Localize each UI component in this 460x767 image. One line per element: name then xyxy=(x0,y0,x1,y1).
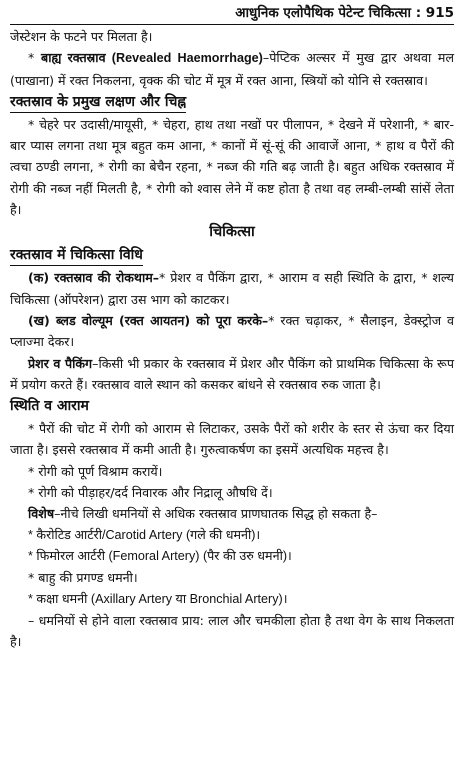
pressure-packing-text: –किसी भी प्रकार के रक्तस्राव में प्रेशर और पैकिंग को प्राथमिक चिकित्सा के रूप में प्रयोग करते हैं। रक्तस्राव वाले स्थान को कसकर बांधने से रक्तस्राव रुक जाता है। xyxy=(10,355,454,392)
artery-item-brachial: * बाहु की प्रगण्ड धमनी। xyxy=(28,570,138,586)
symptoms-paragraph: * चेहरे पर उदासी/मायूसी, * चेहरा, हाथ तथा नखों पर पीलापन, * देखने में परेशानी, * बार-बार प्यास लगना तथा मूत्र बहुत कम आना, * कानों में सूं-सूं की आवाजें आना, * हाथ व पैरों की त्वचा ठण्डी लगना, * रोगी का बेचैन रहना, * नब्ज की गति बढ़ जाती है। बहुत अधिक रक्तस्राव में रोगी की नब्ज नहीं मिलती है, * रोगी को श्वास लेने में कष्ट होता है तथा वह लम्बी-लम्बी सांसें लेता है। xyxy=(10,116,454,218)
chikitsa-heading: चिकित्सा xyxy=(209,224,255,241)
document-page xyxy=(10,0,454,652)
artery-item-carotid: * कैरोटिड आर्टरी/Carotid Artery (गले की धमनी)। xyxy=(28,527,261,542)
revealed-haemorrhage-term: बाह्य रक्तस्राव (Revealed Haemorrhage) xyxy=(41,51,263,66)
closing-paragraph: – धमनियों से होने वाला रक्तस्राव प्राय: लाल और चमकीला होता है तथा वेग के साथ निकलता है। xyxy=(10,612,454,650)
rest-bullet-2: * रोगी को पीड़ाहर/दर्द निवारक और निद्रालू औषधि दें। xyxy=(28,485,273,501)
blood-volume-paragraph xyxy=(10,310,454,353)
special-note-label: विशेष xyxy=(28,506,55,522)
symptoms-heading: रक्तस्राव के प्रमुख लक्षण और चिह्न xyxy=(10,91,454,114)
rest-heading: स्थिति व आराम xyxy=(10,398,89,415)
rest-paragraph: * पैरों की चोट में रोगी को आराम से लिटाकर, उसके पैरों को शरीर के स्तर से ऊंचा कर दिया जाता है। इससे रक्तस्राव में कमी आती है। गुरुत्वाकर्षण का इसमें अत्यधिक महत्त्व है। xyxy=(10,421,454,458)
revealed-haemorrhage-paragraph xyxy=(10,47,454,91)
intro-line: जेस्टेशन के फटने पर मिलता है। xyxy=(10,29,153,44)
running-title: आधुनिक एलोपैथिक पेटेन्ट चिकित्सा : 915 xyxy=(235,5,454,21)
rest-bullet-1: * रोगी को पूर्ण विश्राम करायें। xyxy=(28,463,163,479)
special-note-paragraph xyxy=(10,503,454,524)
artery-item-femoral: * फिमोरल आर्टरी (Femoral Artery) (पैर की उरु धमनी)। xyxy=(28,548,292,563)
pressure-packing-label: प्रेशर व पैकिंग xyxy=(28,355,93,371)
blood-volume-text: * रक्त चढ़ाकर, * सैलाइन, डेक्स्ट्रोज व प्लाज्मा देकर। xyxy=(10,312,454,350)
pressure-packing-paragraph xyxy=(10,353,454,396)
blood-volume-label: (ख) ब्लड वोल्यूम (रक्त आयतन) को पूरा करके– xyxy=(28,312,269,328)
prevention-text: * प्रेशर व पैकिंग द्वारा, * आराम व सही स्थिति के द्वारा, * शल्य चिकित्सा (ऑपरेशन) द्वारा उस भाग को काटकर। xyxy=(10,270,454,307)
running-header xyxy=(10,0,454,25)
revealed-haemorrhage-text: –पेप्टिक अल्सर में मुख द्वार अथवा मल (पाखाना) में रक्त निकलना, वृक्क की चोट में मूत्र में रक्त आना, स्त्रियों को योनि से रक्तस्राव। xyxy=(10,50,454,88)
prevention-paragraph xyxy=(10,267,454,310)
treatment-method-heading: रक्तस्राव में चिकित्सा विधि xyxy=(10,244,454,267)
bullet: * xyxy=(28,50,42,66)
special-note-text: –नीचे लिखी धमनियों से अधिक रक्तस्राव प्राणघातक सिद्ध हो सकता है– xyxy=(54,506,378,522)
prevention-label: (क) रक्तस्राव की रोकथाम– xyxy=(28,270,160,286)
artery-item-axillary: * कक्षा धमनी (Axillary Artery या Bronchial Artery)। xyxy=(28,591,288,606)
